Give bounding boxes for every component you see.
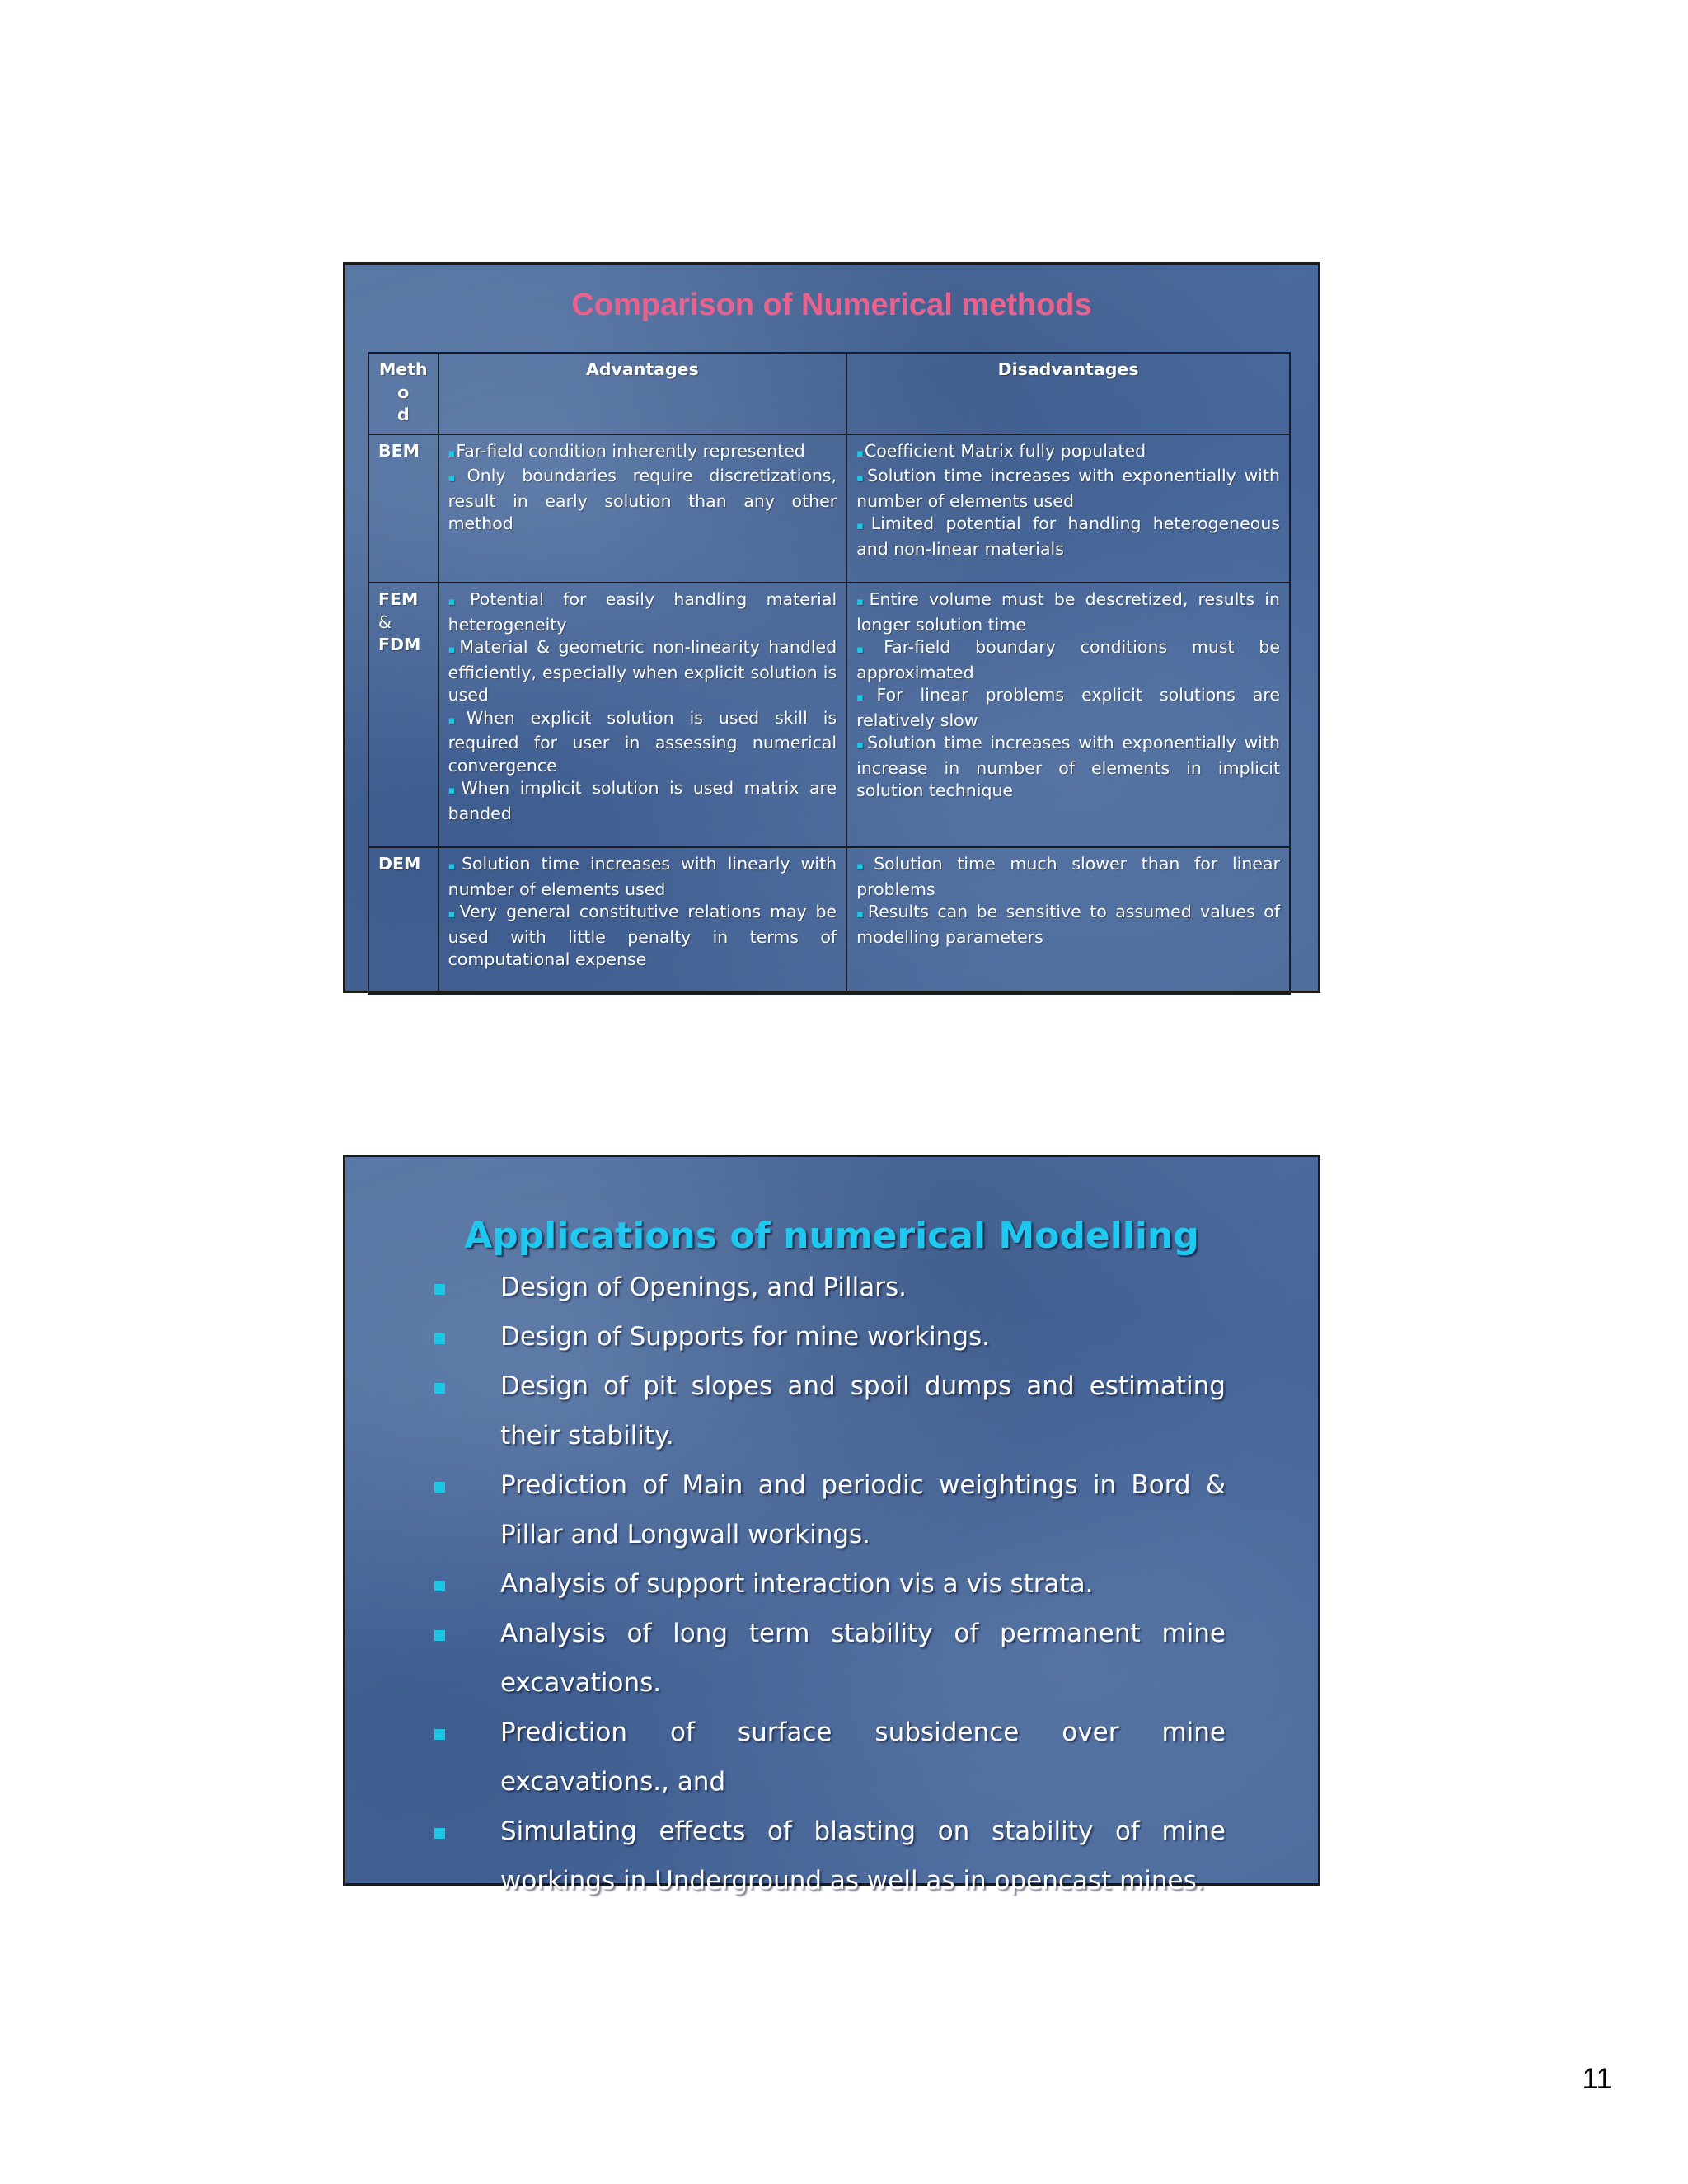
method-cell bbox=[368, 434, 438, 583]
applications-slide bbox=[343, 1155, 1320, 1896]
applications-list bbox=[434, 1263, 1226, 1905]
list-item-text: Design of Openings, and Pillars. bbox=[500, 1272, 907, 1302]
method-name: BEM bbox=[378, 440, 420, 461]
disadvantage-point bbox=[856, 684, 1280, 732]
bullet-icon bbox=[448, 448, 456, 460]
comparison-table bbox=[368, 352, 1291, 995]
square-bullet-icon bbox=[434, 1630, 445, 1641]
bullet-icon bbox=[856, 448, 864, 460]
bullet-icon bbox=[856, 472, 866, 485]
header-method: Metho d bbox=[368, 353, 438, 434]
advantages-cell bbox=[438, 847, 847, 994]
point-text: Solution time increases with exponentially with number of elements used bbox=[856, 466, 1280, 511]
disadvantages-cell bbox=[846, 434, 1290, 583]
method-name: FDM bbox=[378, 635, 421, 654]
bullet-icon bbox=[448, 715, 466, 727]
advantage-point bbox=[448, 636, 837, 707]
method-cell bbox=[368, 583, 438, 847]
table-body bbox=[368, 434, 1290, 994]
point-text: Limited potential for handling heterogeneous and non-linear materials bbox=[856, 513, 1280, 559]
method-ampersand: & bbox=[378, 612, 392, 632]
point-text: For linear problems explicit solutions are relatively slow bbox=[856, 685, 1280, 730]
bullet-icon bbox=[448, 785, 461, 797]
bullet-icon bbox=[448, 860, 461, 873]
disadvantage-point bbox=[856, 440, 1280, 466]
table-header-row bbox=[368, 353, 1290, 434]
list-item bbox=[434, 1559, 1226, 1609]
header-advantages: Advantages bbox=[438, 353, 847, 434]
table-row bbox=[368, 583, 1290, 847]
disadvantages-cell bbox=[846, 583, 1290, 847]
list-item-text: Analysis of support interaction vis a vis strata. bbox=[500, 1569, 1094, 1599]
point-text: When implicit solution is used matrix are banded bbox=[448, 778, 837, 823]
disadvantage-point bbox=[856, 901, 1280, 949]
square-bullet-icon bbox=[434, 1284, 445, 1295]
square-bullet-icon bbox=[434, 1482, 445, 1493]
advantage-point bbox=[448, 707, 837, 778]
disadvantage-point bbox=[856, 465, 1280, 513]
disadvantage-point bbox=[856, 588, 1280, 636]
list-item-text: Design of pit slopes and spoil dumps and estimating their stability. bbox=[500, 1371, 1226, 1451]
advantage-point bbox=[448, 853, 837, 901]
slide-title: Comparison of Numerical methods bbox=[571, 288, 1092, 322]
list-item bbox=[434, 1361, 1226, 1460]
bullet-icon bbox=[856, 908, 867, 921]
point-text: Very general constitutive relations may be used with little penalty in terms of computational expense bbox=[448, 902, 837, 969]
advantage-point bbox=[448, 588, 837, 636]
point-text: Only boundaries require discretizations, result in early solution than any other method bbox=[448, 466, 837, 533]
list-item-text: Analysis of long term stability of permanent mine excavations. bbox=[500, 1619, 1226, 1698]
list-item bbox=[434, 1460, 1226, 1559]
square-bullet-icon bbox=[434, 1333, 445, 1344]
advantage-point bbox=[448, 440, 837, 466]
disadvantage-point bbox=[856, 513, 1280, 560]
point-text: When explicit solution is used skill is required for user in assessing numerical convergence bbox=[448, 707, 837, 776]
bullet-icon bbox=[448, 644, 459, 656]
bullet-icon bbox=[856, 644, 883, 656]
bullet-icon bbox=[448, 596, 470, 608]
point-text: Potential for easily handling material heterogeneity bbox=[448, 589, 837, 635]
list-item-text: Prediction of surface subsidence over mine excavations., and bbox=[500, 1718, 1226, 1797]
advantage-point bbox=[448, 901, 837, 972]
bullet-icon bbox=[448, 472, 467, 485]
square-bullet-icon bbox=[434, 1729, 445, 1740]
point-text: Solution time increases with exponentially with increase in number of elements in implicit solution technique bbox=[856, 733, 1280, 800]
bullet-icon bbox=[856, 739, 866, 752]
bullet-icon bbox=[856, 691, 875, 704]
point-text: Solution time increases with linearly with number of elements used bbox=[448, 854, 837, 899]
advantage-point bbox=[448, 777, 837, 825]
advantages-cell bbox=[438, 583, 847, 847]
list-item bbox=[434, 1609, 1226, 1708]
disadvantage-point bbox=[856, 732, 1280, 803]
header-disadvantages: Disadvantages bbox=[846, 353, 1290, 434]
bullet-icon bbox=[448, 908, 459, 921]
square-bullet-icon bbox=[434, 1581, 445, 1591]
point-text: Material & geometric non-linearity handled efficiently, especially when explicit solution is used bbox=[448, 637, 837, 705]
square-bullet-icon bbox=[434, 1828, 445, 1839]
list-item-text: Prediction of Main and periodic weightings in Bord & Pillar and Longwall workings. bbox=[500, 1470, 1226, 1549]
page-number: 11 bbox=[1582, 2063, 1612, 2095]
list-item bbox=[434, 1312, 1226, 1361]
bullet-icon bbox=[856, 596, 868, 608]
bullet-icon bbox=[856, 520, 870, 532]
point-text: Results can be sensitive to assumed values of modelling parameters bbox=[856, 902, 1280, 947]
point-text: Coefficient Matrix fully populated bbox=[864, 440, 1146, 461]
slide-title: Applications of numerical Modelling bbox=[464, 1215, 1199, 1257]
list-item bbox=[434, 1263, 1226, 1312]
disadvantage-point bbox=[856, 853, 1280, 901]
method-name: FEM bbox=[378, 589, 419, 609]
list-item-text: Design of Supports for mine workings. bbox=[500, 1322, 990, 1352]
advantage-point bbox=[448, 465, 837, 536]
disadvantage-point bbox=[856, 636, 1280, 684]
table-row bbox=[368, 434, 1290, 583]
point-text: Solution time much slower than for linear problems bbox=[856, 854, 1280, 899]
point-text: Entire volume must be descretized, results in longer solution time bbox=[856, 589, 1280, 635]
advantages-cell bbox=[438, 434, 847, 583]
point-text: Far-field condition inherently represented bbox=[456, 440, 805, 461]
table-row bbox=[368, 847, 1290, 994]
point-text: Far-field boundary conditions must be approximated bbox=[856, 637, 1280, 682]
method-name: DEM bbox=[378, 854, 421, 874]
list-item bbox=[434, 1807, 1226, 1905]
bullet-icon bbox=[856, 860, 873, 873]
square-bullet-icon bbox=[434, 1383, 445, 1394]
disadvantages-cell bbox=[846, 847, 1290, 994]
comparison-slide bbox=[343, 262, 1320, 993]
list-item bbox=[434, 1708, 1226, 1807]
method-cell bbox=[368, 847, 438, 994]
list-item-text: Simulating effects of blasting on stability of mine workings in Underground as well as in opencast mines. bbox=[500, 1816, 1226, 1896]
